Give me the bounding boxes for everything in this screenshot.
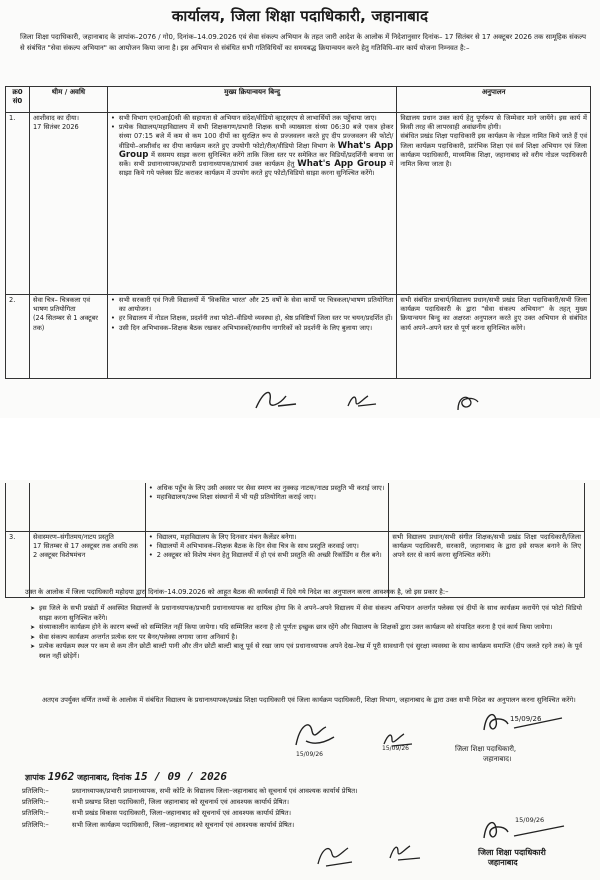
officer-designation: जिला शिक्षा पदाधिकारी, [455,745,517,753]
dispatch-label: ज्ञापांक [25,773,45,782]
closing-paragraph: अतएव उपर्युक्त वर्णित तथ्यों के आलोक में संबंधित विद्यालय के प्रधानाध्यापक/प्रखंड शिक्षा पदाधिकारी एवं जिला कार्यक्रम पदाधिकारी, शिक्षा विभाग, जहानाबाद के द्वारा उक्त सभी निदेश का अनुपालन करना सुनिश्चित करेंगे। [42,696,576,704]
stamp-line-1: जिला शिक्षा पदाधिकारी [478,848,546,857]
row-serial: 1. [6,113,30,295]
list-item: • हर विद्यालय में नोडल शिक्षक, प्रदर्शनी तथा फोटो–वीडियो व्यवस्था हो, श्रेष्ठ प्रविष्टियाँ जिला स्तर पर चयन/प्रदर्शित हों। [111,314,393,323]
header-theme: थीम / अवधि [29,87,107,113]
signature-date-1: 15/09/26 [296,751,323,758]
whatsapp-label: What's App Group [118,140,394,160]
row-theme-cell [29,113,107,295]
row-compliance-cell [397,113,591,295]
row-points-cell [107,295,396,379]
row-serial: 2. [6,295,30,379]
signature-4 [386,840,426,866]
table-row [6,483,585,531]
list-item: • सभी सरकारी एवं निजी विद्यालयों में 'विकसित भारत' और 25 वर्षों के सेवा कार्यो पर चित्रकला/भाषण प्रतियोगिता का आयोजन। [111,296,393,314]
initials-row [0,384,600,418]
row-theme: सेवास्मरण–संगीतमय/नाटय प्रस्तुति [32,532,114,541]
header-serial: क्र0 सं0 [6,87,30,113]
table-row [6,113,591,295]
list-item: • विद्यालयों में अभिभावक–शिक्षक बैठक के दिन सेवा चित्र के साथ प्रस्तुति करवाई जाए। [149,542,386,551]
dispatch-date: 15 / 09 / 2026 [134,770,228,783]
row-theme: आशीवाद का दीया। [32,114,79,122]
header-compliance: अनुपालन [397,87,591,113]
header-points: मुख्य क्रियान्वयन बिन्दु [107,87,396,113]
signature-3 [312,836,356,872]
document-page-1 [0,0,600,418]
table-row [6,295,591,379]
stamp-sign-date: 15/09/26 [515,816,545,824]
list-item: • विद्यालय, महाविद्यालय के लिए दिनवार मंचन कैलेंडर बनेगा। [149,533,386,542]
list-item: प्रतिलिपि:– सभी प्रखंड विकास पदाधिकारी, जिला–जहानाबाद को सूचनार्थ एवं आवश्यक कार्यार्थ प्रेषित। [22,809,292,818]
dispatch-place: जहानाबाद, दिनांक [77,773,132,782]
list-item: ➤ प्रत्येक कार्यक्रम स्थल पर कम से कम तीन छोटी बाल्टी पानी और तीन छोटी बाल्टी बालू पूर्व से रखा जाय एवं प्रधानाध्यापक अपने देख–रेख में पूरी सावधानी एवं सुरक्षा व्यवस्था के साथ कार्यक्रम समाप्ति (दीप जलते रहने तक) के पूर्व स्थल नहीं छोड़ेगें। [30,642,582,661]
directive-intro: उक्त के आलोक में जिला पदाधिकारी महोदया द्वारा दिनांक–14.09.2026 को आहूत बैठक की कार्यवाही में दिये गये निदेश का अनुपालन करना आवश्यक है, जो इस प्रकार है:– [25,588,449,596]
row-compliance-cell [397,295,591,379]
row-points-cell [107,113,396,295]
row-period: 17 सितम्बर से 17 अक्टूबर तक अवधि तक 2 अक्टूबर विशेषमंचन [32,541,138,559]
row-theme-cell [29,295,107,379]
table-header-row [6,87,591,113]
list-item: • अधिक पहुँच के लिए उसी अवसर पर सेवा स्मरण का नुक्कड़ नाटक/नाट्य प्रस्तुति भी कराई जाए। [149,484,386,493]
list-item: ➤ संध्याकालीन कार्यक्रम होने के कारण बच्चों को सम्मिलित नहीं किया जायेगा। यदि सम्मिलित करना है तो पूर्णतः इच्छुक छात्र रहेंगे और विद्यालय के शिक्षकों द्वारा उक्त कार्यक्रम को संपादित करना है एवं कार्य किया जायेगा। [30,623,582,633]
stamp-line-2: जहानाबाद [488,858,518,867]
whatsapp-label: What's App Group [297,159,387,170]
compliance-text: विद्यालय प्रधान उक्त कार्य हेतु पूर्णरूप से जिम्मेवार माने जायेंगे। इस कार्य में किसी तरह की लापरवाही अवांछनीय होगी। [400,114,587,132]
intro-paragraph: जिला शिक्षा पदाधिकारी, जहानाबाद के ज्ञापांक–2076 / गो0, दिनांक–14.09.2026 एवं सेवा संकल्प अभियान के तहत जारी आदेश के आलोक में निदेशानुसार दिनांक– 17 सितंबर से 17 अक्टूबर 2026 तक सामूहिक संकल्प से संबंधित "सेवा संकल्प अभियान" का आयोजन किया जाना है। इस अभियान से संबंधित सभी गतिविधियों का समयबद्ध क्रियान्वयन करने हेतु गतिविधि–वार कार्य योजना निम्नवत है:– [20,33,586,52]
list-item: प्रतिलिपि:– सभी जिला कार्यक्रम पदाधिकारी, जिला–जहानाबाद को सूचनार्थ एवं आवश्यक कार्यार्थ प्रेषित। [22,820,295,829]
signature-initial-2 [344,390,380,412]
officer-place: जहानाबाद। [483,755,512,763]
directive-list [30,604,582,661]
signature-date-2: 15/09/26 [382,745,409,752]
page-title: कार्यालय, जिला शिक्षा पदाधिकारी, जहानाबाद [171,7,429,25]
list-item: ➤ सेवा संकल्प कार्यक्रम अन्तर्गत प्रत्येक स्तर पर बैनर/फ्लेक्स लगाया जाना अनिवार्य है। [30,633,582,643]
officer-stamp [478,848,546,868]
row-theme: सेवा चित्र– चित्रकला एवं भाषण प्रतियोगिता [32,296,91,314]
signature-initial-3 [452,390,484,414]
list-item: • सभी विभाग एन0आई0सी की सहायता से अभियान संदेश/वीडियो व्हाट्सएप से लाभार्थियों तक पहुँचाया जाए। [111,114,393,123]
list-item: • 2 अक्टूबर को विशेष मंचन हेतु विद्यालयों में हो एवं सभी प्रस्तुति की अच्छी रिकॉर्डिंग व रील बने। [149,551,386,560]
officer-sign-date: 15/09/26 [510,715,542,723]
list-item: • उसी दिन अभिभावक–शिक्षक बैठक रखकर अभिभावकों/स्थानीय नागरिकों को प्रदर्शनी के लिए बुलाया जाए। [111,324,393,333]
row-period: 17 सितंबर 2026 [32,123,79,132]
list-item: • प्रत्येक विद्यालय/महाविद्यालय में सभी शिक्षकगण/प्रभारी शिक्षक सभी व्याख्याता संध्या 06:30 बजे एकत्र होकर संध्या 07:15 बजे में कम से कम 100 दीयों का सुरक्षित रूप से प्रज्जवलन करते हुए दीप प्रज्जवलन की फोटो/वीडियो–आशीर्वाद का दीया कार्यक्रम करते हुए उपयोगी फोटो/रील/वीडियो शिक्षा विभाग के What's App Group में ससमय साझा करना सुनिश्चित करेंगे ताकि जिला स्तर पर समेकित कर विडियों/प्रदर्शिनी बनाया जा सकें। सभी प्रधानाध्यापक/प्रभारी प्रधानाध्यापक/प्राचार्य उक्त कार्यक्रम हेतु What's App Group में साझा किये गये फ्लेक्स प्रिंट कराकर कार्यक्रम में उपयोग करते हुए फोटो/विडियो साझा करना सुनिश्चित करेंगे। [111,123,393,178]
row-points-cell [145,483,389,531]
signature-initial-1 [250,386,302,414]
row-period: (24 सितम्बर से 1 अक्टूबर तक) [32,314,98,332]
compliance-text: सभी विद्यालय प्रधान/सभी संगीत शिक्षक/सभी प्रखंड शिक्षा पदाधिकारी/जिला कार्यक्रम पदाधिकारी, सरकारी, जहानाबाद के द्वारा इसे सफल बनाने के लिए अपने स्तर से कार्य करना सुनिश्चित करेंगे। [392,532,581,559]
list-item: प्रतिलिपि:– प्रधानाध्यापक/प्रभारी प्रधानाध्यापक, सभी कोटि के विद्यालय जिला–जहानाबाद को सूचनार्थ एवं आवश्यक कार्यार्थ प्रेषित। [22,787,358,795]
list-item: ➤ इस जिले के सभी प्रखंडों में अवस्थित विद्यालयों के प्रधानाध्यापक/प्रभारी प्रधानाध्यापक का दायित्व होगा कि वे अपने–अपने विद्यालय में सेवा संकल्प अभियान अन्तर्गत फ्लेक्स एवं दीयों के साथ कार्यक्रम करायेंगे एवं फोटो विडियो साझा करना सुनिश्चित करेंगे। [30,604,582,623]
dispatch-line [25,770,227,783]
compliance-text: सभी संबंधित प्राचार्य/विद्यालय प्रधान/सभी प्रखंड शिक्षा पदाधिकारी/सभी जिला कार्यक्रम पदाधिकारी के द्वारा "सेवा संकल्प अभियान" के तहत् मुख्य क्रियान्वयन बिन्दु का अक्षरशः अनुपालन करते हुए उक्त अभियान से संबंधित कार्य अपने–अपने स्तर से पूर्ण करना सुनिश्चित करेंगे। [400,296,587,332]
officer-title-box [455,744,516,764]
continued-table [5,483,585,598]
page-gap [0,418,600,480]
action-plan-table [5,86,591,379]
list-item: प्रतिलिपि:– सभी प्रखण्ड शिक्षा पदाधिकारी, जिला जहानाबाद को सूचनार्थ एवं आवश्यक कार्यार्थ प्रेषित। [22,798,289,807]
list-item: • महाविद्यालय/उच्च शिक्षा संस्थानों में भी यही प्रतियोगिता कराई जाए। [149,493,386,502]
signature-1 [290,715,340,753]
row-serial: 3. [6,531,30,597]
dispatch-number: 1962 [47,770,75,783]
compliance-text: संबंधित प्रखंड शिक्षा पदाधिकारी इस कार्यक्रम के नोडल नामित किये जाते हैं एवं जिला कार्यक्रम पदाधिकारी, प्रारंभिक शिक्षा एवं सर्व शिक्षा अभियान एवं जिला कार्यक्रम पदाधिकारी, माध्यमिक शिक्षा, जहानाबाद को वरीय नोडल पदाधिकारी नामित किया जाता है। [400,132,587,169]
